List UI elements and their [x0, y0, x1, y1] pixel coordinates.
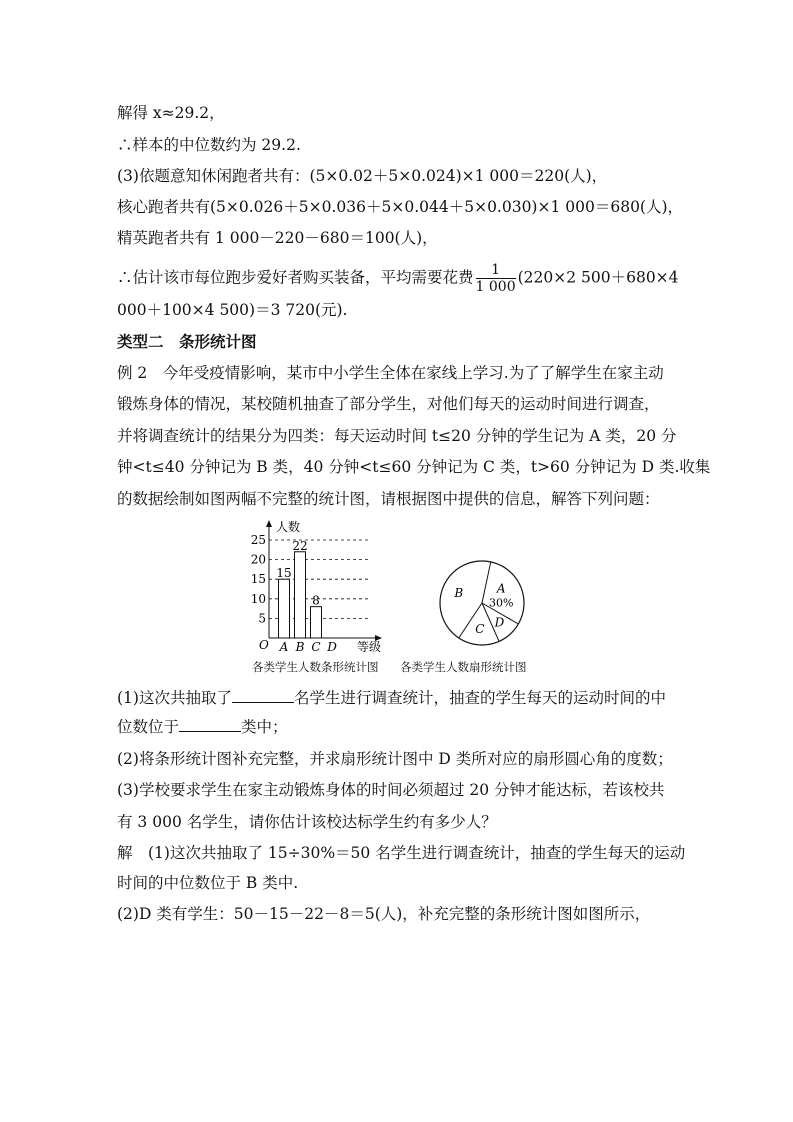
- answer-blank: [232, 688, 294, 703]
- text-segment: (220×2 500＋680×4: [517, 268, 679, 287]
- question-line: [117, 717, 288, 737]
- pie-slice-label: A: [496, 581, 506, 596]
- solution-line: 时间的中位数位于 B 类中.: [117, 874, 299, 892]
- text-segment: ∴估计该市每位跑步爱好者购买装备，平均需要花费: [117, 268, 474, 287]
- y-tick-label: 10: [250, 591, 266, 606]
- pie-chart: [440, 561, 524, 645]
- text-segment: 类中；: [241, 718, 288, 736]
- y-axis-label: 人数: [276, 520, 301, 534]
- text-line: 钟<t≤40 分钟记为 B 类，40 分钟<t≤60 分钟记为 C 类，t>60 分钟记为 D 类.收集: [117, 458, 711, 476]
- bar-data-label: 8: [312, 593, 320, 608]
- text-line: 核心跑者共有(5×0.026＋5×0.036＋5×0.044＋5×0.030)×1 000＝680(人)，: [117, 198, 684, 216]
- bar-data-label: 15: [276, 566, 292, 581]
- pie-slice-label: D: [494, 615, 505, 630]
- text-segment: 名学生进行调查统计，抽查的学生每天的运动时间的中: [293, 689, 666, 707]
- x-tick-label: D: [327, 640, 337, 654]
- x-axis-label: 等级: [357, 640, 382, 654]
- text-line: 例 2 今年受疫情影响，某市中小学生全体在家线上学习.为了了解学生在家主动: [117, 364, 664, 382]
- x-tick-label: A: [279, 640, 289, 654]
- bar: [279, 579, 290, 638]
- text-segment: 位数位于: [117, 718, 180, 736]
- bar: [311, 607, 322, 638]
- text-line: 锻炼身体的情况，某校随机抽查了部分学生，对他们每天的运动时间进行调查，: [117, 395, 660, 413]
- text-line: ∴样本的中位数约为 29.2.: [117, 136, 301, 154]
- bar: [295, 552, 306, 638]
- text-segment: (1)这次共抽取了: [117, 689, 232, 707]
- text-line: (3)依题意知休闲跑者共有：(5×0.02＋5×0.024)×1 000＝220(人)，: [117, 167, 608, 185]
- y-tick-label: 15: [250, 572, 266, 587]
- solution-line: 解 (1)这次共抽取了 15÷30%＝50 名学生进行调查统计，抽查的学生每天的运动: [117, 844, 686, 862]
- text-line-with-fraction: [117, 262, 679, 295]
- x-tick-label: C: [311, 640, 321, 654]
- text-line: 解得 x≈29.2，: [117, 104, 225, 122]
- text-line: 000＋100×4 500)＝3 720(元).: [117, 301, 348, 319]
- pie-slice-label: B: [454, 586, 464, 601]
- text-line: 的数据绘制如图两幅不完整的统计图，请根据图中提供的信息，解答下列问题：: [117, 490, 660, 508]
- answer-blank: [179, 717, 241, 732]
- fraction: [476, 262, 516, 295]
- question-line: [117, 688, 666, 708]
- pie-slice-value-label: 30%: [488, 596, 514, 610]
- bar-chart: [251, 519, 382, 654]
- fraction-denominator: 1 000: [475, 279, 516, 295]
- x-tick-label: B: [295, 640, 305, 654]
- y-tick-label: 25: [250, 533, 266, 547]
- bar-data-label: 22: [292, 538, 308, 553]
- origin-label: O: [259, 638, 269, 652]
- text-line: 精英跑者共有 1 000－220－680＝100(人)，: [117, 229, 438, 247]
- section-heading: 类型二 条形统计图: [117, 332, 257, 351]
- question-line: 有 3 000 名学生，请你估计该校达标学生约有多少人？: [117, 813, 497, 831]
- solution-line: (2)D 类有学生：50－15－22－8＝5(人)，补充完整的条形统计图如图所示，: [117, 905, 651, 923]
- pie-chart-caption: 各类学生人数扇形统计图: [400, 660, 527, 674]
- pie-slice-label: C: [475, 621, 485, 636]
- question-line: (2)将条形统计图补充完整，并求扇形统计图中 D 类所对应的扇形圆心角的度数；: [117, 750, 673, 768]
- fraction-numerator: 1: [476, 262, 516, 279]
- y-tick-label: 20: [250, 552, 266, 567]
- y-tick-label: 5: [258, 611, 266, 626]
- bar-chart-caption: 各类学生人数条形统计图: [252, 660, 379, 674]
- question-line: (3)学校要求学生在家主动锻炼身体的时间必须超过 20 分钟才能达标，若该校共: [117, 781, 665, 799]
- text-line: 并将调查统计的结果分为四类：每天运动时间 t≤20 分钟的学生记为 A 类，20 分: [117, 427, 677, 445]
- figure-charts: [250, 518, 550, 668]
- y-axis-arrow: [266, 520, 272, 527]
